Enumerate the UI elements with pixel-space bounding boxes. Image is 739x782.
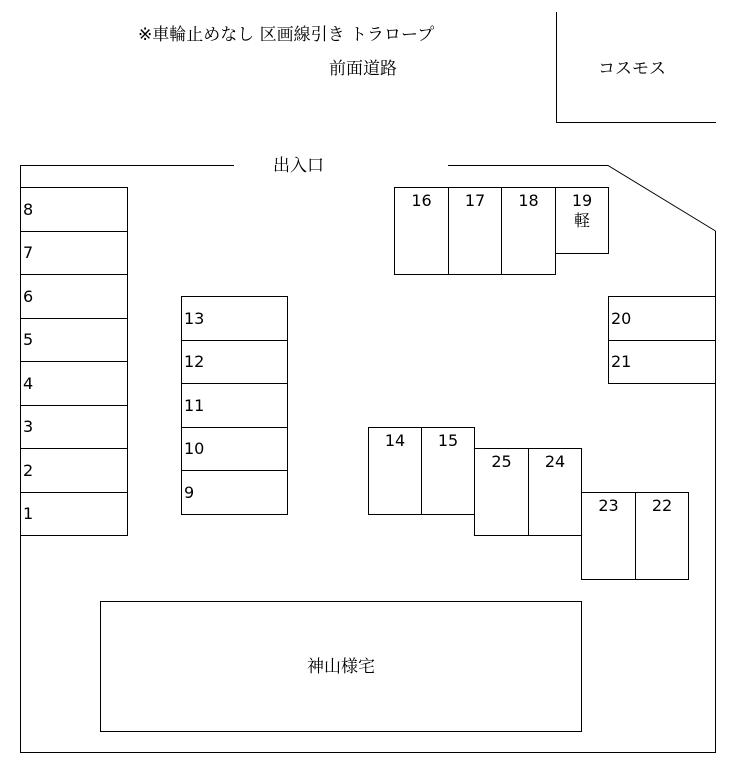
parking-stall-7	[20, 231, 128, 275]
stall-number: 11	[184, 395, 205, 415]
stall-number: 22	[651, 496, 673, 515]
parking-stall-20	[608, 296, 716, 341]
stall-number: 8	[23, 199, 34, 219]
stall-number: 7	[23, 243, 34, 262]
neighbor-label: コスモス	[598, 59, 666, 79]
parking-stall-11	[181, 383, 288, 428]
stall-number: 24	[544, 452, 566, 471]
parking-stall-8	[20, 187, 128, 232]
parking-stall-9	[181, 470, 288, 515]
parking-stall-19	[555, 187, 609, 254]
stall-number: 3	[23, 417, 34, 436]
parking-stall-16	[394, 187, 449, 275]
stall-number: 21	[611, 352, 632, 371]
front-road-label: 前面道路	[329, 59, 397, 79]
parking-stall-23	[581, 492, 636, 580]
parking-stall-5	[20, 318, 128, 362]
parking-stall-13	[181, 296, 288, 341]
stall-number: 9	[184, 482, 195, 502]
stall-number: 18	[518, 191, 539, 210]
parking-stall-2	[20, 448, 128, 493]
stall-number: 25	[491, 452, 512, 471]
stall-number: 10	[184, 439, 205, 458]
stall-number: 17	[464, 191, 486, 210]
rope-note: ※車輪止めなし 区画線引き トラロープ	[138, 25, 435, 45]
stall-number: 1	[23, 504, 34, 523]
stall-number: 15	[437, 431, 459, 450]
parking-stall-22	[635, 492, 689, 580]
parking-stall-14	[368, 427, 422, 515]
stall-number: 4	[23, 373, 34, 393]
stall-number: 16	[411, 191, 432, 210]
stall-number: 2	[23, 460, 34, 480]
parking-stall-12	[181, 340, 288, 384]
stall-number: 6	[23, 286, 34, 306]
entrance-label: 出入口	[273, 156, 324, 176]
stall-number: 14	[384, 431, 406, 450]
house-building	[100, 601, 582, 732]
parking-stall-15	[421, 427, 475, 515]
parking-stall-25	[474, 448, 529, 536]
stall-number: 19	[571, 191, 593, 210]
parking-stall-6	[20, 274, 128, 319]
parking-stall-21	[608, 340, 716, 384]
stall-number: 12	[184, 352, 205, 371]
stall-number: 23	[598, 496, 619, 515]
parking-stall-24	[528, 448, 582, 536]
parking-stall-17	[448, 187, 502, 275]
stall-number: 5	[23, 330, 34, 349]
house-label: 神山様宅	[307, 657, 375, 677]
parking-stall-3	[20, 405, 128, 449]
parking-stall-1	[20, 492, 128, 536]
stall-number: 20	[611, 308, 632, 328]
stall-number: 13	[184, 308, 205, 328]
parking-stall-10	[181, 427, 288, 471]
parking-stall-4	[20, 361, 128, 406]
parking-stall-18	[501, 187, 556, 275]
kei-car-note: 軽	[573, 211, 590, 230]
